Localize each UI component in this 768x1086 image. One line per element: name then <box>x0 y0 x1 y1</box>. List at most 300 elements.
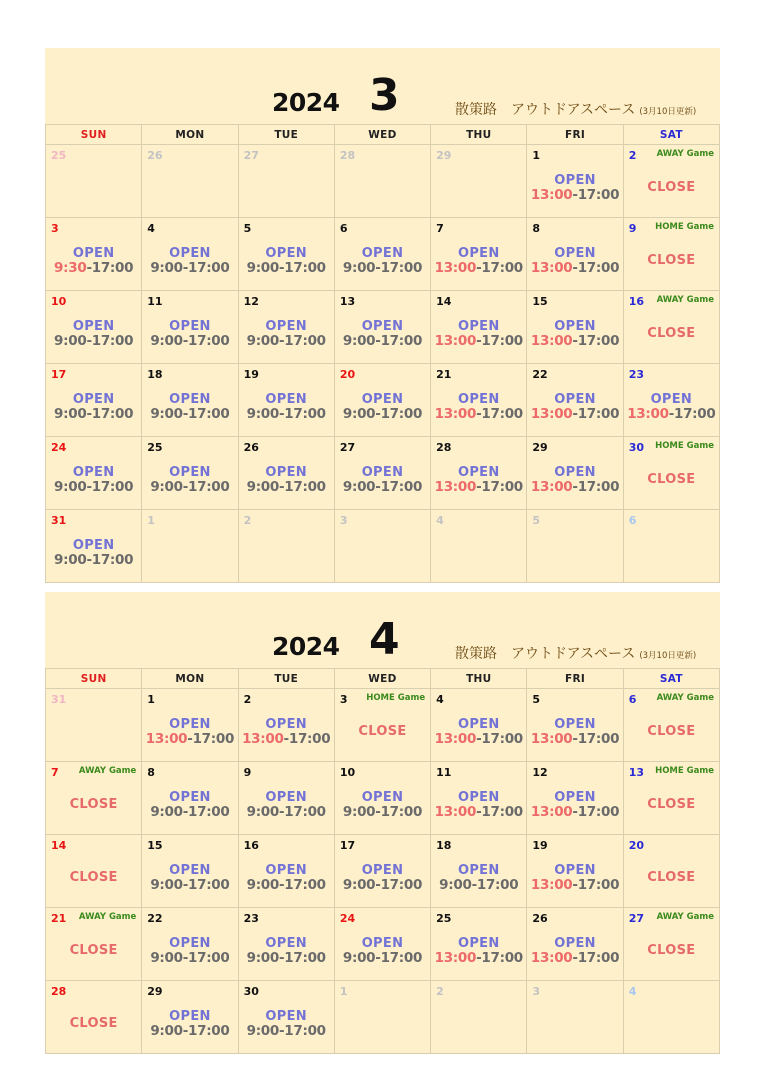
hours <box>527 189 622 203</box>
day-number: 19 <box>243 368 259 381</box>
day-number: 31 <box>51 693 67 706</box>
day-status <box>46 864 141 884</box>
open-label: OPEN <box>72 392 115 407</box>
day-number: 22 <box>532 368 548 381</box>
day-status <box>142 937 237 966</box>
day-status <box>142 791 237 820</box>
hours-end: -17:00 <box>572 187 620 203</box>
hours <box>239 335 334 349</box>
day-cell <box>142 510 238 583</box>
updated-note: (3月10日更新) <box>639 107 697 117</box>
hours-end: -17:00 <box>476 260 523 276</box>
day-cell <box>623 510 719 583</box>
hours <box>431 481 526 495</box>
day-status <box>46 466 141 495</box>
day-number: 26 <box>532 912 548 925</box>
hours-end: -17:00 <box>375 333 423 349</box>
day-status <box>624 466 719 486</box>
day-cell <box>623 835 719 908</box>
hours <box>527 481 622 495</box>
hours-start: 13:00 <box>434 950 477 966</box>
hours-end: -17:00 <box>182 333 230 349</box>
hours-end: -17:00 <box>182 479 230 495</box>
hours <box>527 733 622 747</box>
hours-start: 9:00 <box>342 260 376 276</box>
day-status <box>527 864 622 893</box>
day-number: 17 <box>51 368 67 381</box>
day-number: 11 <box>436 766 452 779</box>
day-number: 3 <box>339 514 348 527</box>
hours-end: -17:00 <box>182 950 230 966</box>
hours <box>239 879 334 893</box>
day-cell <box>142 981 238 1054</box>
day-status <box>335 864 430 893</box>
day-cell <box>46 218 142 291</box>
day-number: 10 <box>51 295 67 308</box>
weekday-wed: WED <box>334 669 430 689</box>
hours-end: -17:00 <box>572 950 620 966</box>
open-label: OPEN <box>169 392 211 407</box>
day-number: 8 <box>147 766 155 779</box>
hours <box>239 1025 334 1039</box>
hours-start: 9:30 <box>54 260 87 276</box>
hours-end: -17:00 <box>476 731 523 747</box>
game-badge: HOME Game <box>366 693 426 703</box>
day-cell <box>431 762 527 835</box>
open-label: OPEN <box>169 790 211 805</box>
day-number: 7 <box>436 222 444 235</box>
week-row <box>46 218 720 291</box>
day-cell <box>238 908 334 981</box>
week-row <box>46 981 720 1054</box>
day-cell <box>431 908 527 981</box>
day-number: 1 <box>147 514 155 527</box>
weekday-sun: SUN <box>46 125 142 145</box>
hours-end: -17:00 <box>182 406 230 422</box>
game-badge: AWAY Game <box>656 693 714 703</box>
day-number: 25 <box>147 441 163 454</box>
day-status <box>624 791 719 811</box>
week-row <box>46 510 720 583</box>
weekday-tue: TUE <box>238 669 334 689</box>
day-status <box>239 320 334 349</box>
month-label: 3 <box>369 70 400 121</box>
day-cell <box>431 364 527 437</box>
hours <box>431 952 526 966</box>
day-number: 27 <box>339 441 356 454</box>
open-label: OPEN <box>169 863 211 878</box>
day-number: 12 <box>243 295 259 308</box>
day-cell <box>623 908 719 981</box>
day-status <box>46 539 141 568</box>
calendar-april <box>45 592 720 1054</box>
hours-end: -17:00 <box>476 804 523 820</box>
hours <box>239 408 334 422</box>
day-cell <box>431 835 527 908</box>
open-label: OPEN <box>554 790 596 805</box>
day-cell <box>238 689 334 762</box>
day-status <box>239 1010 334 1039</box>
hours-start: 9:00 <box>342 406 376 422</box>
day-number: 1 <box>339 985 348 998</box>
day-status <box>527 320 622 349</box>
hours <box>624 408 719 422</box>
hours-end: -17:00 <box>279 804 326 820</box>
close-label: CLOSE <box>647 472 696 487</box>
open-label: OPEN <box>361 863 404 878</box>
day-status <box>239 393 334 422</box>
hours-start: 13:00 <box>242 731 284 747</box>
open-label: OPEN <box>265 936 307 951</box>
game-badge: AWAY Game <box>656 149 714 159</box>
hours-end: -17:00 <box>86 552 134 568</box>
open-label: OPEN <box>361 936 404 951</box>
close-label: CLOSE <box>647 326 696 341</box>
hours-start: 9:00 <box>246 333 279 349</box>
day-cell <box>334 908 430 981</box>
hours <box>239 481 334 495</box>
day-number: 10 <box>339 766 356 779</box>
day-cell <box>527 145 623 218</box>
open-label: OPEN <box>361 392 404 407</box>
hours-start: 13:00 <box>530 950 573 966</box>
hours-end: -17:00 <box>279 260 326 276</box>
hours-end: -17:00 <box>375 479 423 495</box>
place-label <box>455 643 696 663</box>
hours-start: 9:00 <box>342 479 376 495</box>
weekday-thu: THU <box>431 669 527 689</box>
day-number: 28 <box>339 149 356 162</box>
open-label: OPEN <box>457 936 500 951</box>
hours-start: 13:00 <box>434 479 477 495</box>
open-label: OPEN <box>72 246 115 261</box>
hours-start: 9:00 <box>150 950 183 966</box>
open-label: OPEN <box>554 173 596 188</box>
hours-start: 13:00 <box>145 731 188 747</box>
hours-end: -17:00 <box>279 877 326 893</box>
hours-start: 13:00 <box>627 406 669 422</box>
day-status <box>46 320 141 349</box>
open-label: OPEN <box>554 717 596 732</box>
hours <box>431 806 526 820</box>
day-number: 3 <box>532 985 541 998</box>
day-cell <box>142 291 238 364</box>
day-cell <box>334 510 430 583</box>
close-label: CLOSE <box>647 180 696 195</box>
open-label: OPEN <box>457 790 500 805</box>
hours <box>431 262 526 276</box>
close-label: CLOSE <box>647 870 696 885</box>
game-badge: HOME Game <box>655 441 714 451</box>
hours-end: -17:00 <box>572 260 620 276</box>
day-cell <box>431 218 527 291</box>
weekday-fri: FRI <box>527 125 623 145</box>
open-label: OPEN <box>361 790 404 805</box>
hours-end: -17:00 <box>572 333 620 349</box>
open-label: OPEN <box>457 863 500 878</box>
place-label <box>455 99 696 119</box>
close-label: CLOSE <box>647 724 696 739</box>
day-cell <box>46 835 142 908</box>
day-status <box>624 174 719 194</box>
open-label: OPEN <box>72 319 115 334</box>
calendar-march <box>45 48 720 583</box>
day-number: 4 <box>147 222 155 235</box>
day-number: 27 <box>243 149 259 162</box>
weekday-wed: WED <box>334 125 430 145</box>
open-label: OPEN <box>554 319 596 334</box>
day-status <box>46 937 141 957</box>
hours-start: 13:00 <box>530 333 573 349</box>
day-cell <box>46 145 142 218</box>
weekday-mon: MON <box>142 125 238 145</box>
day-status <box>527 393 622 422</box>
calendar-header <box>45 48 720 124</box>
day-status <box>527 718 622 747</box>
day-number: 6 <box>339 222 348 235</box>
hours <box>431 408 526 422</box>
weekday-header-row <box>46 669 720 689</box>
day-cell <box>623 364 719 437</box>
hours-start: 13:00 <box>530 877 573 893</box>
hours-start: 9:00 <box>246 950 279 966</box>
day-cell <box>334 981 430 1054</box>
hours <box>335 879 430 893</box>
day-number: 21 <box>436 368 452 381</box>
day-cell <box>334 437 430 510</box>
hours-end: -17:00 <box>279 406 326 422</box>
day-number: 5 <box>532 514 541 527</box>
day-number: 25 <box>436 912 452 925</box>
day-cell <box>527 908 623 981</box>
close-label: CLOSE <box>69 1016 118 1031</box>
day-status <box>142 247 237 276</box>
hours-start: 9:00 <box>342 950 376 966</box>
day-number: 24 <box>339 912 356 925</box>
hours-end: -17:00 <box>476 406 523 422</box>
calendar-header <box>45 592 720 668</box>
day-number: 29 <box>147 985 163 998</box>
day-number: 29 <box>436 149 452 162</box>
hours <box>335 952 430 966</box>
hours <box>335 806 430 820</box>
hours <box>142 408 237 422</box>
day-cell <box>238 762 334 835</box>
day-cell <box>431 510 527 583</box>
hours <box>335 335 430 349</box>
open-label: OPEN <box>554 246 596 261</box>
hours-end: -17:00 <box>187 731 235 747</box>
hours-end: -17:00 <box>476 333 523 349</box>
hours-start: 9:00 <box>150 877 183 893</box>
day-status <box>46 1010 141 1030</box>
day-cell <box>238 510 334 583</box>
open-label: OPEN <box>650 392 693 407</box>
open-label: OPEN <box>169 717 211 732</box>
day-cell <box>623 762 719 835</box>
day-number: 12 <box>532 766 548 779</box>
day-status <box>431 864 526 893</box>
open-label: OPEN <box>554 863 596 878</box>
hours-end: -17:00 <box>182 877 230 893</box>
day-status <box>239 247 334 276</box>
open-label: OPEN <box>554 465 596 480</box>
hours-start: 13:00 <box>530 804 573 820</box>
hours-start: 9:00 <box>246 479 279 495</box>
open-label: OPEN <box>457 392 500 407</box>
day-number: 9 <box>628 222 637 235</box>
day-status <box>527 247 622 276</box>
weekday-mon: MON <box>142 669 238 689</box>
close-label: CLOSE <box>69 870 118 885</box>
game-badge: HOME Game <box>655 222 714 232</box>
day-number: 4 <box>436 514 444 527</box>
open-label: OPEN <box>265 1009 307 1024</box>
calendar-grid <box>45 124 720 583</box>
hours-end: -17:00 <box>279 333 326 349</box>
hours-start: 13:00 <box>434 731 477 747</box>
day-cell <box>334 835 430 908</box>
hours-end: -17:00 <box>182 804 230 820</box>
day-cell <box>527 835 623 908</box>
day-cell <box>431 291 527 364</box>
day-status <box>239 937 334 966</box>
hours-start: 13:00 <box>530 187 573 203</box>
hours-start: 9:00 <box>439 877 472 893</box>
hours-start: 9:00 <box>246 877 279 893</box>
day-cell <box>527 689 623 762</box>
day-number: 29 <box>532 441 548 454</box>
close-label: CLOSE <box>647 253 696 268</box>
day-cell <box>527 762 623 835</box>
day-number: 16 <box>243 839 259 852</box>
hours <box>142 481 237 495</box>
day-cell <box>623 218 719 291</box>
day-cell <box>46 437 142 510</box>
day-status <box>239 466 334 495</box>
year-label: 2024 <box>272 88 340 117</box>
hours-end: -17:00 <box>572 479 620 495</box>
open-label: OPEN <box>169 465 211 480</box>
hours-end: -17:00 <box>283 731 331 747</box>
day-status <box>624 864 719 884</box>
day-status <box>431 466 526 495</box>
open-label: OPEN <box>265 392 307 407</box>
day-cell <box>142 835 238 908</box>
day-cell <box>238 364 334 437</box>
hours <box>142 806 237 820</box>
open-label: OPEN <box>457 465 500 480</box>
day-number: 23 <box>628 368 644 381</box>
day-cell <box>46 908 142 981</box>
hours <box>527 879 622 893</box>
week-row <box>46 762 720 835</box>
day-cell <box>527 510 623 583</box>
open-label: OPEN <box>265 717 307 732</box>
day-status <box>142 864 237 893</box>
day-number: 2 <box>243 514 252 527</box>
day-status <box>431 937 526 966</box>
hours-start: 9:00 <box>150 406 183 422</box>
day-cell <box>334 218 430 291</box>
calendar-grid <box>45 668 720 1054</box>
day-status <box>335 393 430 422</box>
place-name: 散策路 アウトドアスペース <box>455 102 636 118</box>
day-status <box>527 174 622 203</box>
hours <box>142 879 237 893</box>
day-cell <box>238 835 334 908</box>
day-number: 4 <box>436 693 444 706</box>
hours <box>142 1025 237 1039</box>
hours-end: -17:00 <box>279 950 326 966</box>
day-cell <box>46 689 142 762</box>
game-badge: AWAY Game <box>78 766 137 776</box>
day-status <box>335 466 430 495</box>
close-label: CLOSE <box>647 943 696 958</box>
day-number: 5 <box>243 222 252 235</box>
hours-end: -17:00 <box>86 406 134 422</box>
day-status <box>624 320 719 340</box>
day-number: 11 <box>147 295 163 308</box>
hours <box>431 335 526 349</box>
day-status <box>142 718 237 747</box>
day-number: 14 <box>51 839 67 852</box>
hours-start: 9:00 <box>342 877 376 893</box>
hours-start: 9:00 <box>54 406 87 422</box>
day-cell <box>142 364 238 437</box>
day-number: 27 <box>628 912 644 925</box>
hours-start: 13:00 <box>530 406 573 422</box>
hours <box>239 806 334 820</box>
day-status <box>431 718 526 747</box>
game-badge: HOME Game <box>655 766 714 776</box>
day-number: 28 <box>436 441 452 454</box>
day-status <box>335 718 430 738</box>
day-cell <box>142 437 238 510</box>
day-number: 30 <box>628 441 644 454</box>
open-label: OPEN <box>361 246 404 261</box>
day-number: 18 <box>436 839 452 852</box>
week-row <box>46 437 720 510</box>
day-cell <box>142 908 238 981</box>
day-number: 3 <box>339 693 348 706</box>
day-number: 31 <box>51 514 67 527</box>
open-label: OPEN <box>72 465 115 480</box>
hours-end: -17:00 <box>476 950 523 966</box>
day-number: 6 <box>628 514 637 527</box>
day-number: 6 <box>628 693 637 706</box>
weekday-thu: THU <box>431 125 527 145</box>
hours-start: 13:00 <box>530 731 573 747</box>
open-label: OPEN <box>361 465 404 480</box>
day-status <box>527 466 622 495</box>
day-cell <box>142 145 238 218</box>
day-status <box>431 791 526 820</box>
day-number: 15 <box>532 295 548 308</box>
day-number: 2 <box>436 985 444 998</box>
open-label: OPEN <box>265 790 307 805</box>
day-number: 19 <box>532 839 548 852</box>
day-number: 14 <box>436 295 452 308</box>
day-status <box>431 393 526 422</box>
open-label: OPEN <box>457 717 500 732</box>
hours-end: -17:00 <box>375 406 423 422</box>
day-number: 25 <box>51 149 67 162</box>
day-status <box>142 393 237 422</box>
game-badge: AWAY Game <box>656 295 714 305</box>
day-cell <box>238 437 334 510</box>
day-number: 24 <box>51 441 67 454</box>
